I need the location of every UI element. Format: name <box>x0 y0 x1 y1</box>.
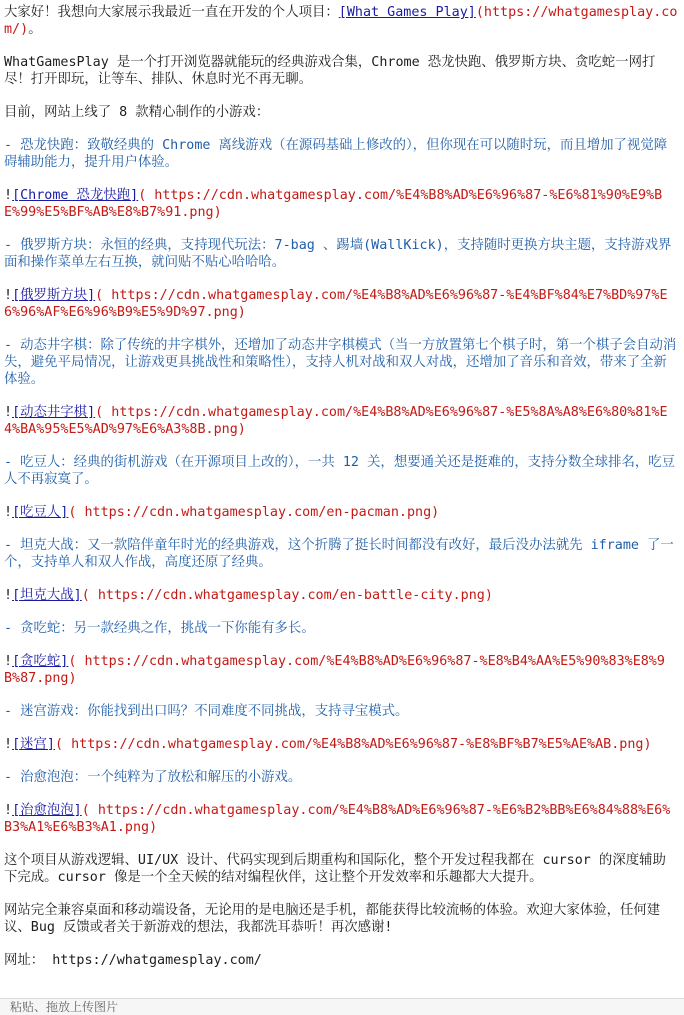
image-bang-marker: ! <box>4 505 13 520</box>
game-description: - 治愈泡泡：一个纯粹为了放松和解压的小游戏。 <box>4 770 302 785</box>
game-image-url: ( https://cdn.whatgamesplay.com/%E4%B8%AD%E6%96%87-%E6%81%90%E9%BE%99%E5%BF%AB%E8%B7%91.png) <box>4 188 663 220</box>
game-description: - 恐龙快跑：致敬经典的 Chrome 离线游戏（在源码基础上修改的），但你现在可以随时玩，而且增加了视觉障碍辅助能力，提升用户体验。 <box>4 138 668 170</box>
games-list <box>4 137 678 836</box>
game-description: - 坦克大战：又一款陪伴童年时光的经典游戏，这个折腾了挺长时间都没有改好，最后没办法就先 iframe 了一个，支持单人和双人作战，高度还原了经典。 <box>4 538 674 570</box>
game-image-markdown <box>4 187 678 221</box>
game-image-url: ( https://cdn.whatgamesplay.com/%E4%B8%AD%E6%96%87-%E5%8A%A8%E6%80%81%E4%BA%95%E5%AD%97%E6%A3%8B.png) <box>4 405 668 437</box>
game-description: - 贪吃蛇：另一款经典之作，挑战一下你能有多长。 <box>4 621 315 636</box>
image-bang-marker: ! <box>4 588 13 603</box>
image-bang-marker: ! <box>4 803 13 818</box>
game-image-markdown <box>4 404 678 438</box>
intro-prefix: 大家好！我想向大家展示我最近一直在开发的个人项目： <box>4 5 339 20</box>
closing-paragraph: 网站完全兼容桌面和移动端设备，无论用的是电脑还是手机，都能获得比较流畅的体验。欢迎大家体验，任何建议、Bug 反馈或者关于新游戏的想法，我都洗耳恭听！再次感谢! <box>4 903 661 935</box>
game-description: - 动态井字棋：除了传统的井字棋外，还增加了动态井字棋模式（当一方放置第七个棋子时，第一个棋子会自动消失，避免平局情况，让游戏更具挑战性和策略性），支持人机对战和双人对战，还增加了音乐和音效，带来了全新体验。 <box>4 338 677 387</box>
project-url: https://whatgamesplay.com/ <box>4 5 678 37</box>
game-image-markdown <box>4 504 678 521</box>
game-image-markdown <box>4 287 678 321</box>
image-bang-marker: ! <box>4 405 13 420</box>
project-link[interactable]: [What Games Play] <box>338 5 476 20</box>
image-bang-marker: ! <box>4 737 13 752</box>
game-image-link[interactable]: [坦克大战] <box>12 588 82 603</box>
game-image-link[interactable]: [吃豆人] <box>12 505 69 520</box>
game-image-link[interactable]: [Chrome 恐龙快跑] <box>12 188 139 203</box>
description-paragraph: WhatGamesPlay 是一个打开浏览器就能玩的经典游戏合集，Chrome 恐龙快跑、俄罗斯方块、贪吃蛇一网打尽！打开即玩，让等车、排队、休息时光不再无聊。 <box>4 55 656 87</box>
game-image-markdown <box>4 653 678 687</box>
intro-paren-close: ) <box>20 22 29 37</box>
game-image-link[interactable]: [动态井字棋] <box>12 405 96 420</box>
upload-hint-text: 粘贴、拖放上传图片 <box>10 1000 119 1014</box>
image-bang-marker: ! <box>4 188 13 203</box>
game-image-link[interactable]: [迷宫] <box>12 737 55 752</box>
upload-hint-bar[interactable] <box>0 998 684 1015</box>
image-bang-marker: ! <box>4 654 13 669</box>
game-image-url: ( https://cdn.whatgamesplay.com/en-pacman.png) <box>68 505 440 520</box>
game-description: - 吃豆人：经典的街机游戏（在开源项目上改的），一共 12 关，想要通关还是挺难的，支持分数全球排名，吃豆人不再寂寞了。 <box>4 455 676 487</box>
game-image-markdown <box>4 802 678 836</box>
intro-paren-open: ( <box>475 5 484 20</box>
game-image-url: ( https://cdn.whatgamesplay.com/%E4%B8%AD%E6%96%87-%E8%B4%AA%E5%90%83%E8%9B%87.png) <box>4 654 665 686</box>
game-image-markdown <box>4 587 678 604</box>
intro-suffix: 。 <box>28 22 42 37</box>
game-image-url: ( https://cdn.whatgamesplay.com/%E4%B8%AD%E6%96%87-%E8%BF%B7%E5%AE%AB.png) <box>54 737 652 752</box>
image-bang-marker: ! <box>4 288 13 303</box>
game-image-url: ( https://cdn.whatgamesplay.com/%E4%B8%AD%E6%96%87-%E4%BF%84%E7%BD%97%E6%96%AF%E6%96%B9%E5%9D%97.png) <box>4 288 668 320</box>
game-image-link[interactable]: [俄罗斯方块] <box>12 288 96 303</box>
game-description: - 俄罗斯方块：永恒的经典，支持现代玩法：7-bag 、踢墙(WallKick)，支持随时更换方块主题，支持游戏界面和操作菜单左右互换，就问贴不贴心哈哈哈。 <box>4 238 672 270</box>
game-count-line: 目前，网站上线了 8 款精心制作的小游戏： <box>4 105 270 120</box>
game-image-url: ( https://cdn.whatgamesplay.com/en-battle-city.png) <box>81 588 493 603</box>
game-image-link[interactable]: [治愈泡泡] <box>12 803 82 818</box>
game-image-link[interactable]: [贪吃蛇] <box>12 654 69 669</box>
intro-line <box>4 4 678 38</box>
game-description: - 迷宫游戏：你能找到出口吗？不同难度不同挑战，支持寻宝模式。 <box>4 704 409 719</box>
game-image-markdown <box>4 736 678 753</box>
game-image-url: ( https://cdn.whatgamesplay.com/%E4%B8%AD%E6%96%87-%E6%B2%BB%E6%84%88%E6%B3%A1%E6%B3%A1.png) <box>4 803 671 835</box>
site-url-line: 网址： https://whatgamesplay.com/ <box>4 953 262 968</box>
dev-note-paragraph: 这个项目从游戏逻辑、UI/UX 设计、代码实现到后期重构和国际化，整个开发过程我都在 cursor 的深度辅助下完成。cursor 像是一个全天候的结对编程伙伴，这让整个开发效率和乐趣都大大提升。 <box>4 853 666 885</box>
